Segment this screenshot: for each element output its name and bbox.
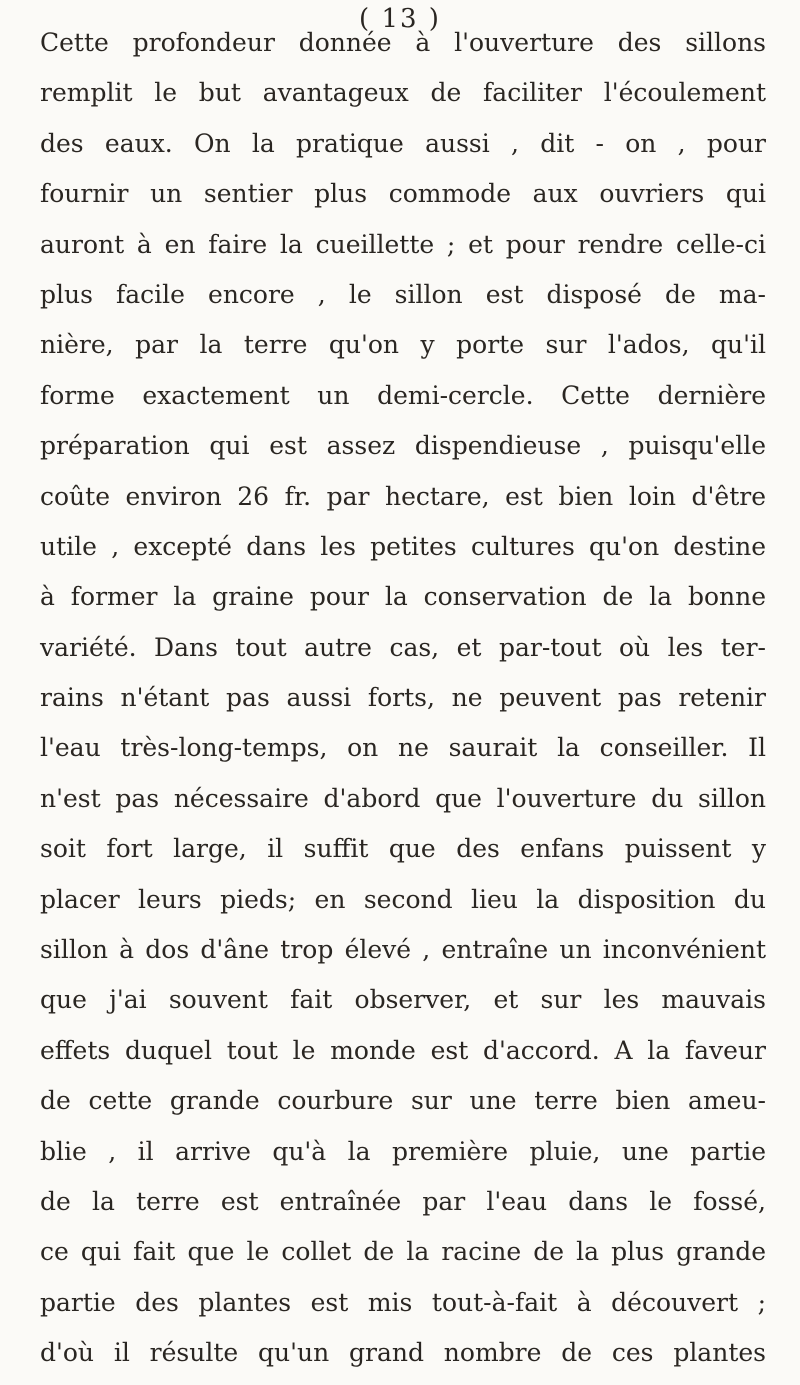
text-line: coûte environ 26 fr. par hectare, est bien loin d'être (40, 481, 766, 511)
text-line: de cette grande courbure sur une terre bien ameu- (40, 1086, 766, 1116)
text-line: effets duquel tout le monde est d'accord. A la faveur (40, 1035, 766, 1065)
text-line: variété. Dans tout autre cas, et par-tout où les ter- (40, 632, 766, 662)
text-line: placer leurs pieds; en second lieu la disposition du (40, 884, 766, 914)
text-line: plus facile encore , le sillon est disposé de ma- (40, 279, 766, 309)
text-line: Cette profondeur donnée à l'ouverture des sillons (40, 28, 766, 57)
body-text (40, 23, 766, 1384)
text-line: sillon à dos d'âne trop élevé , entraîne un inconvénient (40, 935, 766, 965)
text-line: que j'ai souvent fait observer, et sur les mauvais (40, 985, 766, 1015)
text-line: fournir un sentier plus commode aux ouvriers qui (40, 179, 766, 209)
text-line: blie , il arrive qu'à la première pluie, une partie (40, 1136, 766, 1166)
text-line: de la terre est entraînée par l'eau dans le fossé, (40, 1186, 766, 1216)
text-line: remplit le but avantageux de faciliter l'écoulement (40, 78, 766, 108)
page-number: ( 13 ) (359, 4, 441, 34)
text-line: à former la graine pour la conservation de la bonne (40, 582, 766, 612)
text-line: l'eau très-long-temps, on ne saurait la conseiller. Il (40, 733, 766, 763)
text-line: utile , excepté dans les petites cultures qu'on destine (40, 531, 766, 561)
text-line: soit fort large, il suffit que des enfans puissent y (40, 834, 766, 864)
text-line: n'est pas nécessaire d'abord que l'ouverture du sillon (40, 783, 766, 813)
text-line: rains n'étant pas aussi forts, ne peuvent pas retenir (40, 683, 766, 713)
text-line: préparation qui est assez dispendieuse , puisqu'elle (40, 431, 766, 461)
text-line: ce qui fait que le collet de la racine de la plus grande (40, 1237, 766, 1267)
text-line: partie des plantes est mis tout-à-fait à découvert ; (40, 1287, 766, 1317)
text-line: forme exactement un demi-cercle. Cette dernière (40, 380, 766, 410)
text-line: des eaux. On la pratique aussi , dit - on , pour (40, 128, 766, 158)
text-line: nière, par la terre qu'on y porte sur l'ados, qu'il (40, 330, 766, 360)
text-line: auront à en faire la cueillette ; et pour rendre celle-ci (40, 229, 766, 259)
text-line: d'où il résulte qu'un grand nombre de ces plantes (40, 1338, 766, 1368)
